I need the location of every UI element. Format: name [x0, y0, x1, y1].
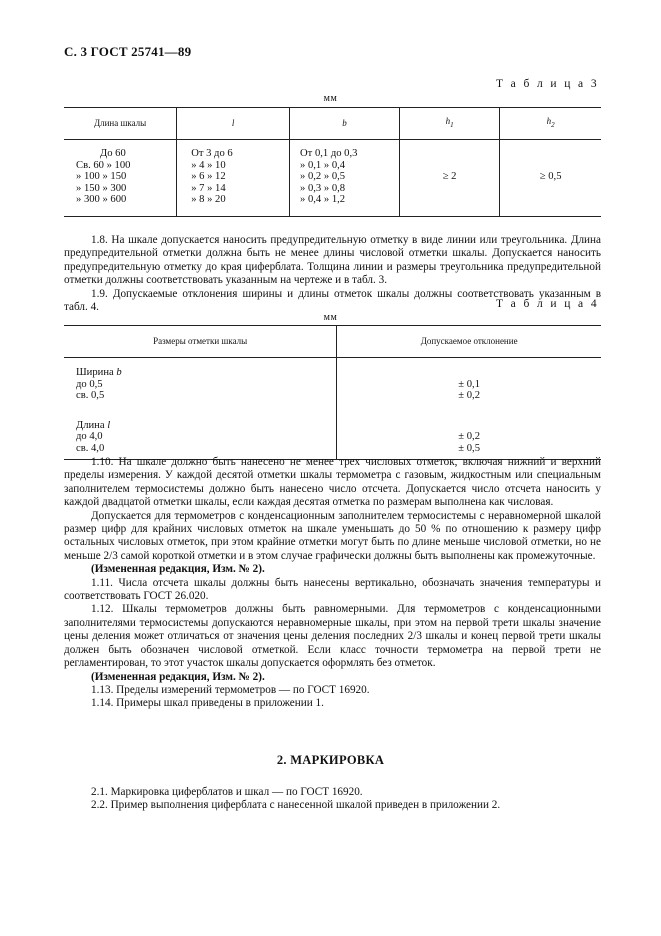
l-range-item: » 6 » 12 [191, 171, 226, 182]
length-spec-cell [64, 411, 337, 460]
table4-caption: Т а б л и ц а 4 [495, 298, 599, 310]
table-header-row [64, 108, 601, 140]
table4-unit: мм [323, 312, 338, 323]
amendment-note: (Измененная редакция, Изм. № 2). [91, 670, 265, 683]
header-h1: $h_1$ [399, 108, 499, 140]
table3-caption: Т а б л и ц а 3 [495, 78, 599, 90]
width-tolerance-item: ± 0,1 [458, 378, 480, 390]
paragraph-1-11: 1.11. Числа отсчета шкалы должны быть нанесены вертикально, обозначать значения температуры и соответствовать ГОСТ 26.020. [64, 576, 601, 603]
header-h2: $h_2$ [500, 108, 601, 140]
paragraph-1-12: 1.12. Шкалы термометров должны быть равномерными. Для термометров с конденсационными заполнителями термосистемы допускаются неравномерные шкалы, при этом на первой трети шкалы значение цены деления может отличаться от значения цены деления последних 2/3 шкалы и конец первой трети шкалы должен быть обозначен числовой отметкой. Если класс точности термометра на первой трети не регламентирован, то этот участок шкалы допускается оформлять без отметок. [64, 603, 601, 670]
spacer [337, 367, 601, 379]
length-tolerance-cell [337, 411, 601, 460]
header-scale-length: Длина шкалы [64, 108, 177, 140]
header-l: l [177, 108, 290, 140]
page-header: С. 3 ГОСТ 25741—89 [64, 44, 192, 59]
scale-length-item: » 150 » 300 [76, 182, 127, 194]
header-h2-sub: 2 [551, 120, 555, 129]
h1-value-cell: ≥ 2 [399, 140, 499, 217]
table-header-row [64, 326, 601, 358]
h2-value-cell: ≥ 0,5 [500, 140, 601, 217]
l-range-item: От 3 до 6 [191, 148, 233, 159]
width-label: Ширина b [76, 367, 122, 378]
scale-length-item: Св. 60 » 100 [76, 159, 131, 171]
width-range-item: св. 0,5 [76, 390, 105, 401]
paragraph-1-9: 1.9. Допускаемые отклонения ширины и длины отметок шкалы должны соответствовать указанным в табл. 4. [64, 287, 601, 314]
l-range-item: » 4 » 10 [191, 159, 226, 171]
paragraphs-1-10-1-14 [64, 456, 601, 711]
section-2-body [64, 786, 601, 813]
spacer [337, 420, 601, 432]
section-2-title: 2. МАРКИРОВКА [276, 753, 385, 767]
header-h1-sub: 1 [450, 120, 454, 129]
length-label: Длина l [76, 419, 111, 431]
table-row [64, 140, 601, 217]
scale-length-item: До 60 [100, 148, 126, 159]
scale-length-cell [64, 140, 177, 217]
table-row [64, 358, 601, 411]
paragraph-1-10: 1.10. На шкале должно быть нанесено не менее трех числовых отметок, включая нижний и верхний пределы измерения. У каждой десятой отметки шкалы термометра с газовым, жидкостным или специальным заполнителем термосистемы должно быть нанесено число отсчета. Допускается число отсчета наносить у каждой двадцатой отметки шкалы, если каждая десятая отметка по размерам выполнена как числовая. [64, 456, 601, 509]
l-range-cell [177, 140, 290, 217]
b-range-item: » 0,2 » 0,5 [300, 171, 346, 182]
b-range-item: » 0,3 » 0,8 [300, 182, 346, 194]
width-range-item: до 0,5 [76, 378, 103, 390]
paragraph-1-8: 1.8. На шкале допускается наносить предупредительную отметку в виде линии или треугольника. Длина предупредительной отметки должна быть не менее длины числовой отметки шкалы. Допускается наносить предупредительную отметку до края циферблата. Толщина линии и размеры треугольника предупредительной отметки должны соответствовать указанным на чертеже и в табл. 3. [64, 234, 601, 287]
table-3 [64, 107, 601, 217]
scale-length-item: » 300 » 600 [76, 194, 127, 205]
length-range-item: св. 4,0 [76, 442, 105, 454]
l-range-item: » 8 » 20 [191, 194, 226, 205]
length-tolerance-item: ± 0,2 [458, 431, 480, 442]
header-tolerance: Допускаемое отклонение [337, 326, 601, 358]
paragraph-1-13: 1.13. Пределы измерений термометров — по ГОСТ 16920. [91, 683, 370, 696]
width-tolerance-item: ± 0,2 [458, 390, 480, 401]
amendment-note: (Измененная редакция, Изм. № 2). [91, 563, 265, 576]
paragraph-2-2: 2.2. Пример выполнения циферблата с нанесенной шкалой приведен в приложении 2. [91, 799, 501, 812]
scale-length-item: » 100 » 150 [76, 171, 127, 182]
table3-unit: мм [323, 93, 338, 104]
length-range-item: до 4,0 [76, 431, 103, 442]
table-4 [64, 325, 601, 460]
header-b: b [290, 108, 400, 140]
b-range-item: От 0,1 до 0,3 [300, 148, 358, 159]
width-spec-cell [64, 358, 337, 411]
width-symbol: b [116, 367, 122, 378]
length-tolerance-item: ± 0,5 [458, 442, 480, 454]
b-range-item: » 0,4 » 1,2 [300, 194, 346, 205]
l-range-item: » 7 » 14 [191, 182, 226, 194]
width-tolerance-cell [337, 358, 601, 411]
paragraph-1-14: 1.14. Примеры шкал приведены в приложении 1. [91, 697, 324, 710]
b-range-cell [290, 140, 400, 217]
table-row [64, 411, 601, 460]
b-range-item: » 0,1 » 0,4 [300, 159, 346, 171]
header-mark-sizes: Размеры отметки шкалы [64, 326, 337, 358]
length-symbol: l [107, 419, 111, 431]
paragraph-1-10-cont: Допускается для термометров с конденсационным заполнителем термосистемы с неравномерной шкалой размер цифр для крайних числовых отметок на шкале уменьшать до 50 % по отношению к размеру цифр остальных числовых отметок, при этом крайние отметки могут быть по длине меньше числовой отметки, но не меньше 2/3 самой короткой отметки и в этом случае графически должны быть выполнены как промежуточные. [64, 509, 601, 562]
paragraph-2-1: 2.1. Маркировка циферблатов и шкал — по ГОСТ 16920. [91, 786, 363, 798]
